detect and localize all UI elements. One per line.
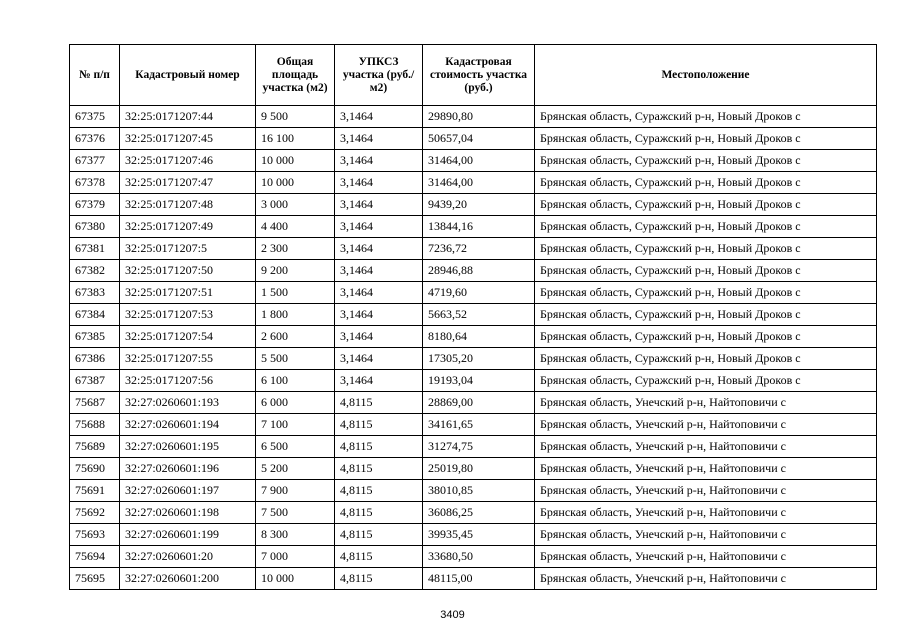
header-row xyxy=(70,45,877,106)
cell-cadastral-number: 32:27:0260601:200 xyxy=(120,568,256,590)
cell-area: 6 500 xyxy=(256,436,335,458)
table-row xyxy=(70,172,877,194)
cell-cadastral-value: 50657,04 xyxy=(423,128,535,150)
cell-number: 67385 xyxy=(70,326,120,348)
cell-location: Брянская область, Суражский р-н, Новый Дроков с xyxy=(535,260,877,282)
table-row xyxy=(70,436,877,458)
cell-number: 75691 xyxy=(70,480,120,502)
table-row xyxy=(70,304,877,326)
cell-cadastral-value: 38010,85 xyxy=(423,480,535,502)
cell-upksz: 4,8115 xyxy=(335,546,423,568)
cell-cadastral-number: 32:25:0171207:48 xyxy=(120,194,256,216)
cell-location: Брянская область, Унечский р-н, Найтоповичи с xyxy=(535,546,877,568)
table-row xyxy=(70,150,877,172)
cell-area: 2 300 xyxy=(256,238,335,260)
cell-upksz: 4,8115 xyxy=(335,436,423,458)
cell-number: 67378 xyxy=(70,172,120,194)
cell-upksz: 3,1464 xyxy=(335,172,423,194)
cell-cadastral-value: 17305,20 xyxy=(423,348,535,370)
cell-upksz: 4,8115 xyxy=(335,502,423,524)
cell-area: 10 000 xyxy=(256,568,335,590)
col-header-cadastral-number: Кадастровый номер xyxy=(120,45,256,106)
table-row xyxy=(70,216,877,238)
cell-location: Брянская область, Суражский р-н, Новый Дроков с xyxy=(535,106,877,128)
cell-cadastral-value: 31274,75 xyxy=(423,436,535,458)
cell-location: Брянская область, Унечский р-н, Найтоповичи с xyxy=(535,502,877,524)
cell-cadastral-value: 8180,64 xyxy=(423,326,535,348)
cell-upksz: 4,8115 xyxy=(335,568,423,590)
cell-location: Брянская область, Суражский р-н, Новый Дроков с xyxy=(535,216,877,238)
cell-upksz: 4,8115 xyxy=(335,480,423,502)
table-row xyxy=(70,370,877,392)
cell-cadastral-number: 32:25:0171207:5 xyxy=(120,238,256,260)
col-header-cadastral-value: Кадастровая стоимость участка (руб.) xyxy=(423,45,535,106)
cell-cadastral-value: 31464,00 xyxy=(423,150,535,172)
cell-area: 9 200 xyxy=(256,260,335,282)
col-header-upksz: УПКСЗ участка (руб./м2) xyxy=(335,45,423,106)
table-row xyxy=(70,260,877,282)
cell-cadastral-number: 32:25:0171207:44 xyxy=(120,106,256,128)
col-header-number: № п/п xyxy=(70,45,120,106)
cell-number: 75687 xyxy=(70,392,120,414)
cell-area: 5 500 xyxy=(256,348,335,370)
table-row xyxy=(70,282,877,304)
cell-number: 67379 xyxy=(70,194,120,216)
cell-upksz: 4,8115 xyxy=(335,524,423,546)
cell-upksz: 4,8115 xyxy=(335,414,423,436)
table-row xyxy=(70,106,877,128)
cell-upksz: 3,1464 xyxy=(335,106,423,128)
cell-cadastral-value: 28869,00 xyxy=(423,392,535,414)
cell-upksz: 3,1464 xyxy=(335,348,423,370)
table-row xyxy=(70,568,877,590)
col-header-area: Общая площадь участка (м2) xyxy=(256,45,335,106)
cadastral-table xyxy=(69,44,877,590)
cell-cadastral-number: 32:25:0171207:55 xyxy=(120,348,256,370)
cell-cadastral-number: 32:27:0260601:196 xyxy=(120,458,256,480)
cell-cadastral-number: 32:27:0260601:193 xyxy=(120,392,256,414)
cell-area: 9 500 xyxy=(256,106,335,128)
cell-cadastral-number: 32:27:0260601:197 xyxy=(120,480,256,502)
cell-number: 67386 xyxy=(70,348,120,370)
cell-number: 67380 xyxy=(70,216,120,238)
table-row xyxy=(70,128,877,150)
table-row xyxy=(70,480,877,502)
cell-location: Брянская область, Суражский р-н, Новый Дроков с xyxy=(535,194,877,216)
cell-location: Брянская область, Унечский р-н, Найтоповичи с xyxy=(535,458,877,480)
cell-upksz: 3,1464 xyxy=(335,326,423,348)
cell-area: 5 200 xyxy=(256,458,335,480)
cell-number: 67383 xyxy=(70,282,120,304)
cell-cadastral-number: 32:25:0171207:45 xyxy=(120,128,256,150)
cell-cadastral-value: 13844,16 xyxy=(423,216,535,238)
cell-cadastral-value: 9439,20 xyxy=(423,194,535,216)
cell-number: 75695 xyxy=(70,568,120,590)
cell-location: Брянская область, Унечский р-н, Найтоповичи с xyxy=(535,568,877,590)
cell-area: 7 100 xyxy=(256,414,335,436)
cell-cadastral-number: 32:27:0260601:194 xyxy=(120,414,256,436)
cell-number: 75690 xyxy=(70,458,120,480)
table-row xyxy=(70,392,877,414)
cell-cadastral-value: 34161,65 xyxy=(423,414,535,436)
cell-cadastral-value: 39935,45 xyxy=(423,524,535,546)
cell-cadastral-value: 25019,80 xyxy=(423,458,535,480)
cell-area: 7 900 xyxy=(256,480,335,502)
cell-cadastral-number: 32:27:0260601:199 xyxy=(120,524,256,546)
table-row xyxy=(70,194,877,216)
cell-number: 67375 xyxy=(70,106,120,128)
table-row xyxy=(70,546,877,568)
cell-location: Брянская область, Суражский р-н, Новый Дроков с xyxy=(535,370,877,392)
cell-location: Брянская область, Унечский р-н, Найтоповичи с xyxy=(535,392,877,414)
table-row xyxy=(70,326,877,348)
table-row xyxy=(70,348,877,370)
cell-upksz: 3,1464 xyxy=(335,238,423,260)
cell-cadastral-value: 28946,88 xyxy=(423,260,535,282)
cell-location: Брянская область, Унечский р-н, Найтоповичи с xyxy=(535,436,877,458)
cell-cadastral-value: 7236,72 xyxy=(423,238,535,260)
cell-cadastral-value: 36086,25 xyxy=(423,502,535,524)
cell-cadastral-number: 32:25:0171207:50 xyxy=(120,260,256,282)
cell-area: 3 000 xyxy=(256,194,335,216)
cell-area: 10 000 xyxy=(256,150,335,172)
cell-cadastral-value: 19193,04 xyxy=(423,370,535,392)
cell-upksz: 3,1464 xyxy=(335,194,423,216)
cell-location: Брянская область, Суражский р-н, Новый Дроков с xyxy=(535,238,877,260)
col-header-location: Местоположение xyxy=(535,45,877,106)
cell-area: 4 400 xyxy=(256,216,335,238)
cell-number: 75694 xyxy=(70,546,120,568)
cell-cadastral-number: 32:25:0171207:46 xyxy=(120,150,256,172)
cell-number: 67376 xyxy=(70,128,120,150)
cell-area: 1 800 xyxy=(256,304,335,326)
cell-cadastral-value: 31464,00 xyxy=(423,172,535,194)
cell-cadastral-number: 32:27:0260601:198 xyxy=(120,502,256,524)
cell-cadastral-value: 4719,60 xyxy=(423,282,535,304)
cell-upksz: 3,1464 xyxy=(335,304,423,326)
cell-number: 67387 xyxy=(70,370,120,392)
table-header xyxy=(70,45,877,106)
cell-cadastral-number: 32:27:0260601:20 xyxy=(120,546,256,568)
cell-number: 67382 xyxy=(70,260,120,282)
table-body xyxy=(70,106,877,590)
cell-location: Брянская область, Унечский р-н, Найтоповичи с xyxy=(535,480,877,502)
cell-location: Брянская область, Суражский р-н, Новый Дроков с xyxy=(535,282,877,304)
cell-upksz: 3,1464 xyxy=(335,260,423,282)
cell-area: 6 100 xyxy=(256,370,335,392)
page-number: 3409 xyxy=(440,609,465,621)
cell-location: Брянская область, Суражский р-н, Новый Дроков с xyxy=(535,304,877,326)
cell-area: 7 000 xyxy=(256,546,335,568)
cell-cadastral-number: 32:25:0171207:56 xyxy=(120,370,256,392)
cell-number: 67384 xyxy=(70,304,120,326)
cell-number: 75692 xyxy=(70,502,120,524)
cell-cadastral-number: 32:27:0260601:195 xyxy=(120,436,256,458)
cell-cadastral-value: 48115,00 xyxy=(423,568,535,590)
cell-location: Брянская область, Суражский р-н, Новый Дроков с xyxy=(535,128,877,150)
cell-upksz: 3,1464 xyxy=(335,282,423,304)
cell-area: 8 300 xyxy=(256,524,335,546)
cell-location: Брянская область, Унечский р-н, Найтоповичи с xyxy=(535,524,877,546)
cell-area: 2 600 xyxy=(256,326,335,348)
cell-upksz: 3,1464 xyxy=(335,370,423,392)
cell-area: 6 000 xyxy=(256,392,335,414)
cell-area: 1 500 xyxy=(256,282,335,304)
cell-upksz: 4,8115 xyxy=(335,458,423,480)
cell-cadastral-number: 32:25:0171207:53 xyxy=(120,304,256,326)
table-row xyxy=(70,414,877,436)
cell-cadastral-value: 33680,50 xyxy=(423,546,535,568)
cell-upksz: 3,1464 xyxy=(335,216,423,238)
cell-area: 10 000 xyxy=(256,172,335,194)
cell-cadastral-number: 32:25:0171207:47 xyxy=(120,172,256,194)
cell-number: 67377 xyxy=(70,150,120,172)
cell-cadastral-value: 5663,52 xyxy=(423,304,535,326)
cell-number: 75693 xyxy=(70,524,120,546)
cell-upksz: 4,8115 xyxy=(335,392,423,414)
cell-area: 7 500 xyxy=(256,502,335,524)
cell-number: 67381 xyxy=(70,238,120,260)
cell-cadastral-value: 29890,80 xyxy=(423,106,535,128)
cell-upksz: 3,1464 xyxy=(335,128,423,150)
cell-upksz: 3,1464 xyxy=(335,150,423,172)
table-row xyxy=(70,238,877,260)
cell-number: 75689 xyxy=(70,436,120,458)
cell-location: Брянская область, Суражский р-н, Новый Дроков с xyxy=(535,348,877,370)
table-row xyxy=(70,458,877,480)
cell-location: Брянская область, Суражский р-н, Новый Дроков с xyxy=(535,150,877,172)
cell-location: Брянская область, Суражский р-н, Новый Дроков с xyxy=(535,326,877,348)
cell-area: 16 100 xyxy=(256,128,335,150)
cell-number: 75688 xyxy=(70,414,120,436)
cell-cadastral-number: 32:25:0171207:49 xyxy=(120,216,256,238)
cell-cadastral-number: 32:25:0171207:54 xyxy=(120,326,256,348)
cell-cadastral-number: 32:25:0171207:51 xyxy=(120,282,256,304)
table-row xyxy=(70,524,877,546)
cell-location: Брянская область, Унечский р-н, Найтоповичи с xyxy=(535,414,877,436)
cell-location: Брянская область, Суражский р-н, Новый Дроков с xyxy=(535,172,877,194)
table-row xyxy=(70,502,877,524)
